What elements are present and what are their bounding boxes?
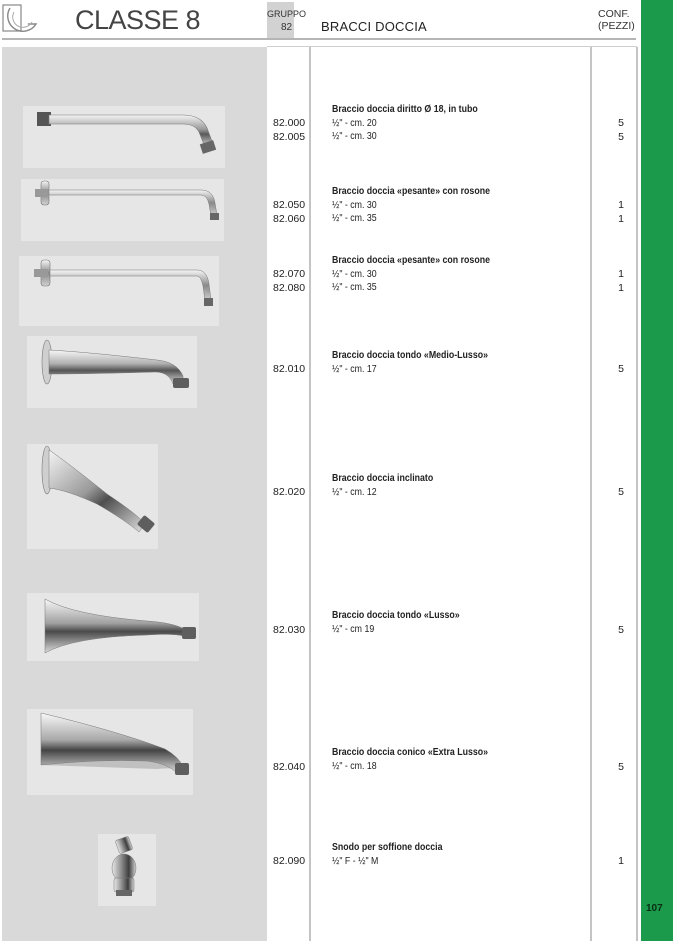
table-top-rule <box>267 46 637 47</box>
product-size: ½" - cm. 20 <box>332 117 377 129</box>
product-description <box>332 472 447 499</box>
product-codes <box>273 855 305 869</box>
product-codes <box>273 363 305 377</box>
product-size: ½" - cm. 12 <box>332 486 377 498</box>
product-image <box>27 336 197 408</box>
product-size: ½" - cm. 17 <box>332 363 377 375</box>
product-title: Braccio doccia conico «Extra Lusso» <box>332 747 489 758</box>
qty-value: 1 <box>618 199 624 211</box>
product-code: 82.080 <box>273 281 306 294</box>
product-qty <box>612 268 624 295</box>
product-codes <box>273 624 305 638</box>
product-size: ½" - cm. 35 <box>332 282 377 293</box>
product-code: 82.020 <box>273 486 306 498</box>
shower-arm-icon <box>27 709 193 795</box>
header-rule <box>2 38 636 40</box>
product-qty <box>612 486 624 500</box>
product-code: 82.050 <box>273 199 306 211</box>
product-size: ½" F - ½" M <box>332 855 379 867</box>
product-description <box>332 841 458 868</box>
product-codes <box>273 268 305 295</box>
product-title: Braccio doccia tondo «Medio-Lusso» <box>332 350 488 361</box>
product-image <box>21 179 224 241</box>
product-codes <box>273 761 305 775</box>
page-header <box>0 0 640 40</box>
product-code: 82.010 <box>273 363 306 375</box>
product-qty <box>612 761 624 775</box>
shower-arm-icon <box>23 106 225 168</box>
product-qty <box>612 199 624 226</box>
product-code: 82.030 <box>273 624 306 636</box>
conf-label <box>598 8 635 32</box>
product-image <box>23 106 225 168</box>
product-image <box>27 709 193 795</box>
product-image <box>19 256 219 326</box>
product-size: ½" - cm. 30 <box>332 268 377 280</box>
product-qty <box>612 624 624 638</box>
accent-band <box>641 0 673 941</box>
product-size: ½" - cm. 35 <box>332 213 377 224</box>
product-title: Braccio doccia «pesante» con rosone <box>332 186 490 197</box>
product-code: 82.060 <box>273 212 306 225</box>
gruppo-number: 82 <box>281 22 293 33</box>
product-code: 82.070 <box>273 268 306 280</box>
qty-value: 5 <box>618 486 624 498</box>
product-description <box>332 349 509 376</box>
swivel-joint-icon <box>98 834 156 906</box>
qty-value: 1 <box>618 212 624 225</box>
qty-value: 5 <box>618 761 624 773</box>
shower-arm-icon <box>27 444 158 549</box>
product-title: Braccio doccia inclinato <box>332 473 434 484</box>
qty-value: 5 <box>618 117 624 129</box>
class-title: CLASSE 8 <box>75 5 201 35</box>
product-code: 82.090 <box>273 855 306 867</box>
product-size: ½" - cm 19 <box>332 623 375 635</box>
product-image <box>27 444 158 549</box>
qty-value: 5 <box>618 624 624 636</box>
product-qty <box>612 117 624 144</box>
shower-arm-icon <box>19 256 219 326</box>
product-description <box>332 103 498 144</box>
conf-label-line2: (PEZZI) <box>598 20 635 32</box>
brand-logo-icon <box>2 4 42 34</box>
product-qty <box>612 855 624 869</box>
product-codes <box>273 486 305 500</box>
product-description <box>332 254 512 295</box>
product-codes <box>273 117 305 144</box>
product-size: ½" - cm. 18 <box>332 760 377 772</box>
product-codes <box>273 199 305 226</box>
qty-value: 1 <box>618 855 624 867</box>
page-number: 107 <box>646 903 663 914</box>
product-title: Braccio doccia «pesante» con rosone <box>332 255 490 266</box>
qty-value: 5 <box>618 130 624 143</box>
product-size: ½" - cm. 30 <box>332 199 377 211</box>
shower-arm-icon <box>27 336 197 408</box>
product-code: 82.040 <box>273 761 306 773</box>
product-code: 82.005 <box>273 130 306 143</box>
product-title: Snodo per soffione doccia <box>332 842 443 853</box>
product-image <box>27 593 199 661</box>
section-title: BRACCI DOCCIA <box>321 19 427 34</box>
product-size: ½" - cm. 30 <box>332 131 377 142</box>
conf-label-line1: CONF. <box>598 8 630 20</box>
product-description <box>332 746 509 773</box>
qty-value: 1 <box>618 268 624 280</box>
product-description <box>332 185 512 226</box>
product-title: Braccio doccia diritto Ø 18, in tubo <box>332 104 478 115</box>
product-description <box>332 609 477 636</box>
qty-value: 1 <box>618 281 624 294</box>
product-qty <box>612 363 624 377</box>
column-divider <box>590 47 592 941</box>
product-code: 82.000 <box>273 117 306 129</box>
column-divider <box>636 47 638 941</box>
gruppo-label: GRUPPO <box>267 9 307 19</box>
shower-arm-icon <box>27 593 199 661</box>
product-title: Braccio doccia tondo «Lusso» <box>332 610 460 621</box>
shower-arm-icon <box>21 179 224 241</box>
qty-value: 5 <box>618 363 624 375</box>
product-image <box>98 834 156 906</box>
column-divider <box>309 47 311 941</box>
